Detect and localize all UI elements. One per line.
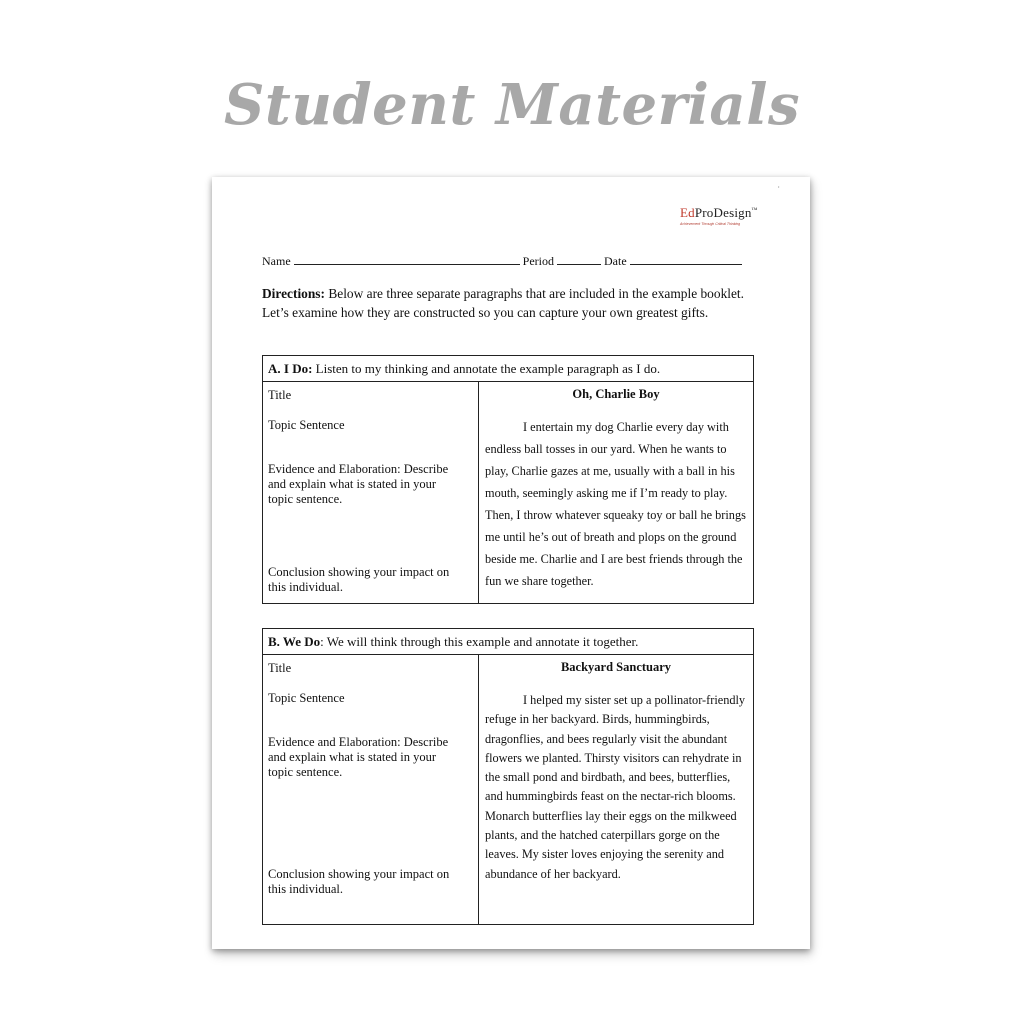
section-b-labels bbox=[263, 655, 479, 925]
page-mark: · bbox=[777, 183, 780, 192]
name-label: Name bbox=[262, 254, 291, 268]
section-a-paragraph-cell bbox=[479, 382, 754, 604]
date-label: Date bbox=[604, 254, 627, 268]
section-b-paragraph-cell bbox=[479, 655, 754, 925]
section-a-table bbox=[262, 355, 754, 604]
period-blank[interactable] bbox=[557, 254, 601, 265]
banner-title: Student Materials bbox=[223, 72, 801, 138]
section-b-table bbox=[262, 628, 754, 925]
paragraph-title: Oh, Charlie Boy bbox=[572, 387, 660, 401]
name-period-date-line bbox=[262, 254, 752, 269]
section-a-heading: A. I Do: Listen to my thinking and annotate the example paragraph as I do. bbox=[263, 356, 754, 382]
evidence-label: Evidence and Elaboration: Describe and explain what is stated in your topic sentence. bbox=[268, 462, 449, 506]
directions bbox=[262, 285, 752, 322]
conclusion-label: Conclusion showing your impact on this individual. bbox=[268, 565, 450, 594]
conclusion-label: Conclusion showing your impact on this individual. bbox=[268, 867, 450, 896]
name-blank[interactable] bbox=[294, 254, 520, 265]
logo-wordmark: EdProDesign™ bbox=[680, 205, 758, 220]
logo-tagline: Achievement Through Critical Thinking bbox=[680, 222, 741, 226]
paragraph-text: I entertain my dog Charlie every day with endless ball tosses in our yard. When he wants to play, Charlie gazes at me, usually with a ball in his mouth, seemingly asking me if I’m ready to play. Then, I throw whatever squeaky toy or ball he brings me until he’s out of breath and plops on the ground beside me. Charlie and I are best friends through the fun we share together. bbox=[485, 420, 746, 588]
topic-sentence-label: Topic Sentence bbox=[268, 691, 345, 705]
section-b-heading: B. We Do: We will think through this example and annotate it together. bbox=[263, 629, 754, 655]
date-blank[interactable] bbox=[630, 254, 742, 265]
period-label: Period bbox=[522, 254, 554, 268]
paragraph-text: I helped my sister set up a pollinator-friendly refuge in her backyard. Birds, hummingbirds, dragonflies, and bees regularly visit the abundant flowers we planted. Thirsty visitors can rehydrate in the small pond and birdbath, and bees, butterflies, and hummingbirds feast on the nectar-rich blooms. Monarch butterflies lay their eggs on the milkweed plants, and the hatched caterpillars gorge on the leaves. My sister loves enjoying the serenity and abundance of her backyard. bbox=[485, 693, 746, 881]
directions-text: Below are three separate paragraphs that are included in the example booklet. Let’s examine how they are constructed so you can capture your own greatest gifts. bbox=[262, 286, 745, 320]
evidence-label: Evidence and Elaboration: Describe and explain what is stated in your topic sentence. bbox=[268, 735, 449, 779]
topic-sentence-label: Topic Sentence bbox=[268, 418, 345, 432]
paragraph-title: Backyard Sanctuary bbox=[560, 660, 672, 674]
directions-label: Directions: bbox=[262, 286, 325, 301]
worksheet-page bbox=[212, 177, 810, 949]
edprodesign-logo bbox=[680, 205, 790, 226]
title-label: Title bbox=[268, 388, 292, 402]
title-label: Title bbox=[268, 661, 292, 675]
section-a-labels bbox=[263, 382, 479, 604]
